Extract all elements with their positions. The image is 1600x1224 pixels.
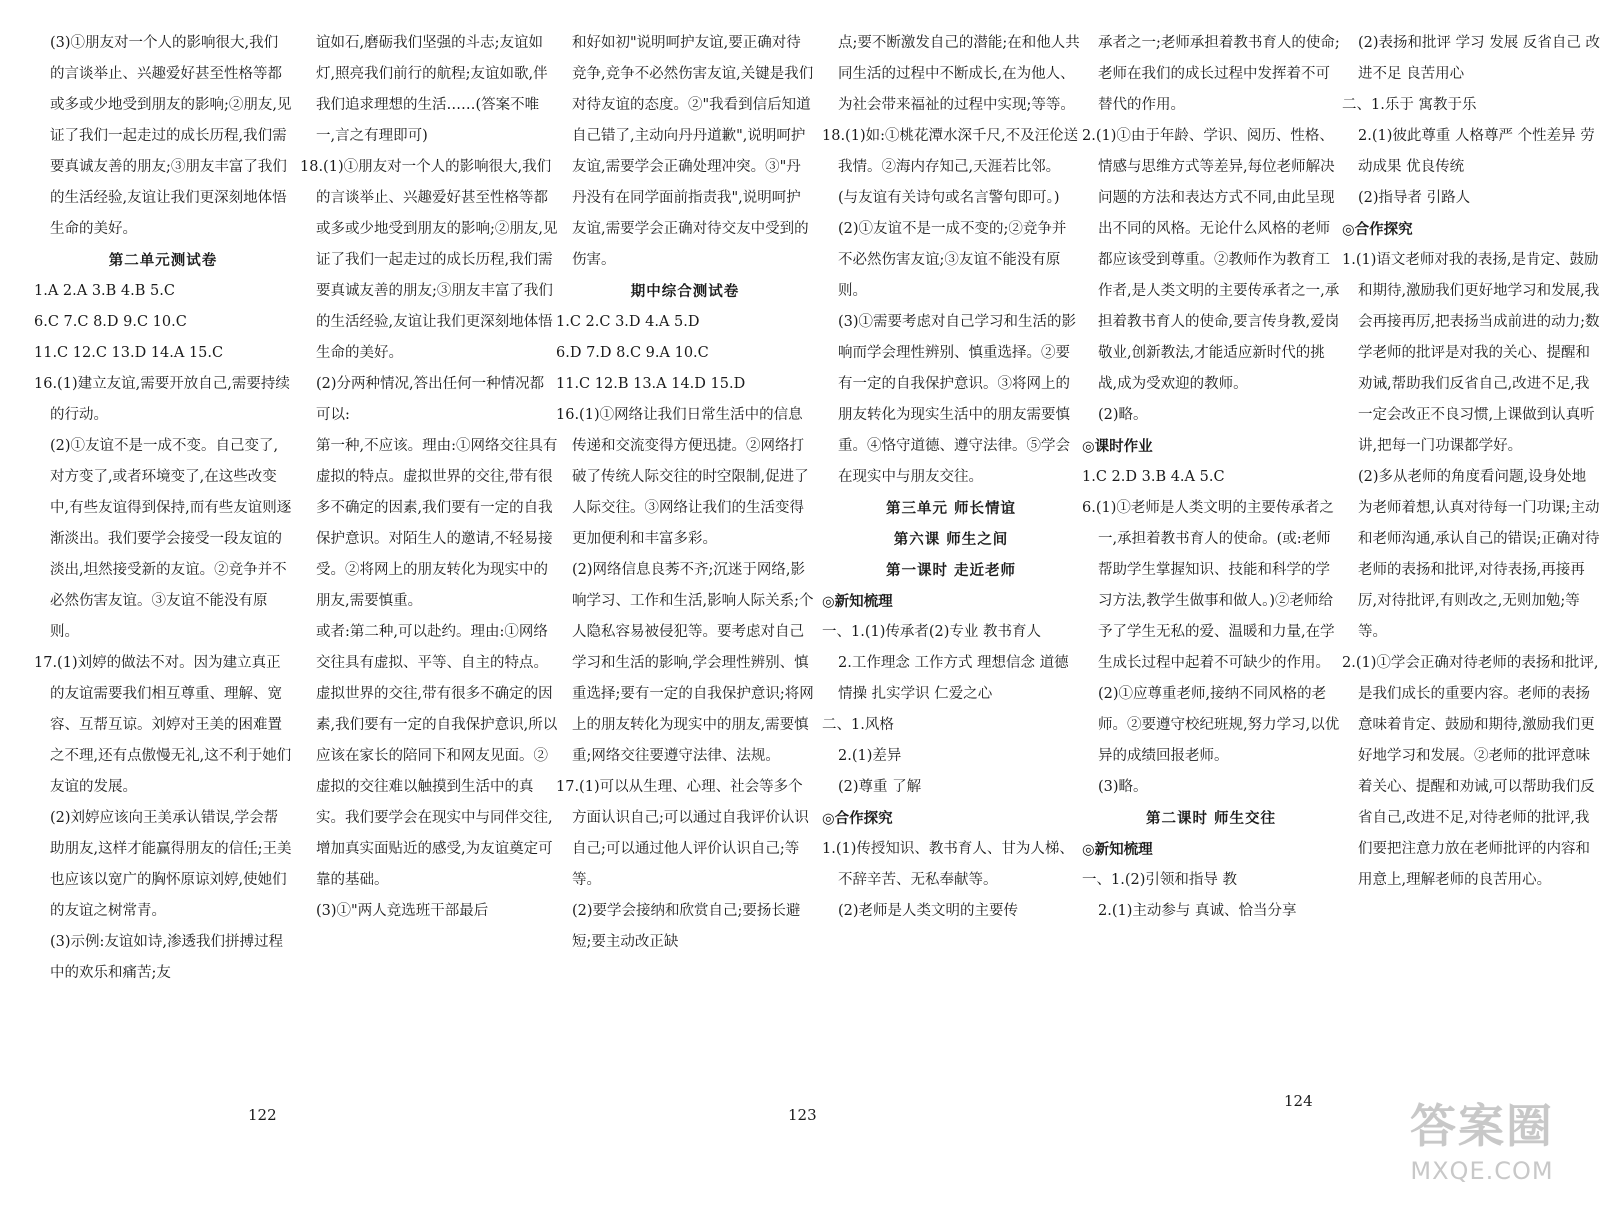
- subsection-label: ◎合作探究: [1342, 221, 1413, 238]
- answer-paragraph: 2.(1)彼此尊重 人格尊严 个性差异 劳动成果 优良传统: [1358, 128, 1595, 175]
- answer-paragraph: (2)要学会接纳和欣赏自己;要扬长避短;要主动改正缺: [572, 903, 801, 950]
- page-number-124: 124: [1284, 1092, 1313, 1110]
- answer-paragraph: 一、1.(1)传承者(2)专业 教书育人: [822, 624, 1042, 640]
- answer-paragraph: 2.(1)差异: [838, 748, 902, 764]
- column-3: [556, 28, 814, 958]
- answer-paragraph: (3)①"两人竞选班干部最后: [316, 903, 489, 919]
- answer-paragraph: 6.D 7.D 8.C 9.A 10.C: [556, 345, 709, 361]
- answer-paragraph: 二、1.风格: [822, 717, 894, 733]
- section-heading: 期中综合测试卷: [630, 283, 740, 300]
- answer-paragraph: 二、1.乐于 寓教于乐: [1342, 97, 1477, 113]
- page-number-123: 123: [788, 1106, 817, 1124]
- answer-paragraph: 第一种,不应该。理由:①网络交往具有虚拟的特点。虚拟世界的交往,带有很多不确定的因素,我们要有一定的自我保护意识。对陌生人的邀请,不轻易接受。②将网上的朋友转化为现实中的朋友,需要慎重。: [316, 438, 558, 609]
- section-heading: 第一课时 走近老师: [885, 562, 1017, 579]
- answer-paragraph: (2)老师是人类文明的主要传: [838, 903, 1019, 919]
- section-heading: 第六课 师生之间: [893, 531, 1009, 548]
- column-1: [34, 28, 292, 989]
- answer-paragraph: (2)指导者 引路人: [1358, 190, 1471, 206]
- answer-paragraph: 16.(1)建立友谊,需要开放自己,需要持续的行动。: [34, 376, 290, 423]
- answer-paragraph: 17.(1)刘婷的做法不对。因为建立真正的友谊需要我们相互尊重、理解、宽容、互帮互谅。刘婷对王美的困难置之不理,还有点傲慢无礼,这不利于她们友谊的发展。: [34, 655, 292, 795]
- answer-paragraph: 1.C 2.C 3.D 4.A 5.D: [556, 314, 700, 330]
- column-5: [1082, 28, 1340, 927]
- answer-paragraph: 1.(1)语文老师对我的表扬,是肯定、鼓励和期待,激励我们更好地学习和发展,我会再接再厉,把表扬当成前进的动力;数学老师的批评是对我的关心、提醒和劝诫,帮助我们反省自己,改进不足,我一定会改正不良习惯,上课做到认真听讲,把每一门功课都学好。: [1342, 252, 1600, 454]
- answer-paragraph: (3)①朋友对一个人的影响很大,我们的言谈举止、兴趣爱好甚至性格等都或多或少地受到朋友的影响;②朋友,见证了我们一起走过的成长历程,我们需要真诚友善的朋友;③朋友丰富了我们的生活经验,友谊让我们更深刻地体悟生命的美好。: [50, 35, 292, 237]
- answer-paragraph: (3)示例:友谊如诗,渗透我们拼搏过程中的欢乐和痛苦;友: [50, 934, 284, 981]
- answer-paragraph: 6.(1)①老师是人类文明的主要传承者之一,承担着教书育人的使命。(或:老师帮助学生掌握知识、技能和科学的学习方法,教学生做事和做人。)②老师给予了学生无私的爱、温暖和力量,在学生成长过程中起着不可缺少的作用。: [1082, 500, 1335, 671]
- watermark-main: 答案圈: [1410, 1099, 1554, 1153]
- answer-paragraph: (2)略。: [1098, 407, 1148, 423]
- answer-paragraph: (3)①需要考虑对自己学习和生活的影响而学会理性辨别、慎重选择。②要有一定的自我保护意识。③将网上的朋友转化为现实生活中的朋友需要慎重。④恪守道德、遵守法律。⑤学会在现实中与朋友交往。: [838, 314, 1077, 485]
- subsection-label: ◎新知梳理: [1082, 841, 1153, 858]
- answer-paragraph: (2)刘婷应该向王美承认错误,学会帮助朋友,这样才能赢得朋友的信任;王美也应该以宽广的胸怀原谅刘婷,使她们的友谊之树常青。: [50, 810, 292, 919]
- answer-paragraph: 或者:第二种,可以赴约。理由:①网络交往具有虚拟、平等、自主的特点。虚拟世界的交往,带有很多不确定的因素,我们要有一定的自我保护意识,所以应该在家长的陪同下和网友见面。②虚拟的交往难以触摸到生活中的真实。我们要学会在现实中与同伴交往,增加真实面贴近的感受,为友谊奠定可靠的基础。: [316, 624, 558, 888]
- answer-paragraph: 11.C 12.C 13.D 14.A 15.C: [34, 345, 224, 361]
- subsection-label: ◎合作探究: [822, 810, 893, 827]
- answer-paragraph: (2)表扬和批评 学习 发展 反省自己 改进不足 良苦用心: [1358, 35, 1600, 82]
- answer-paragraph: 16.(1)①网络让我们日常生活中的信息传递和交流变得方便迅捷。②网络打破了传统人际交往的时空限制,促进了人际交往。③网络让我们的生活变得更加便利和丰富多彩。: [556, 407, 809, 547]
- answer-paragraph: (2)尊重 了解: [838, 779, 922, 795]
- answer-paragraph: 1.C 2.D 3.B 4.A 5.C: [1082, 469, 1225, 485]
- answer-paragraph: 一、1.(2)引领和指导 教: [1082, 872, 1237, 888]
- answer-paragraph: (2)分两种情况,答出任何一种情况都可以:: [316, 376, 545, 423]
- column-4: [822, 28, 1080, 927]
- answer-paragraph: 谊如石,磨砺我们坚强的斗志;友谊如灯,照亮我们前行的航程;友谊如歌,伴我们追求理想的生活……(答案不唯一,言之有理即可): [316, 35, 548, 144]
- answer-paragraph: 17.(1)可以从生理、心理、社会等多个方面认识自己;可以通过自我评价认识自己;可以通过他人评价认识自己;等等。: [556, 779, 809, 888]
- answer-paragraph: (2)①友谊不是一成不变的;②竞争并不必然伤害友谊;③友谊不能没有原则。: [838, 221, 1067, 299]
- answer-paragraph: (2)①友谊不是一成不变。自己变了,对方变了,或者环境变了,在这些改变中,有些友谊得到保持,而有些友谊则逐渐淡出。我们要学会接受一段友谊的淡出,坦然接受新的友谊。②竞争并不必然伤害友谊。③友谊不能没有原则。: [50, 438, 292, 640]
- answer-paragraph: 2.工作理念 工作方式 理想信念 道德情操 扎实学识 仁爱之心: [838, 655, 1069, 702]
- answer-paragraph: 2.(1)①学会正确对待老师的表扬和批评,是我们成长的重要内容。老师的表扬意味着肯定、鼓励和期待,激励我们更好地学习和发展。②老师的批评意味着关心、提醒和劝诫,可以帮助我们反省自己,改进不足,对待老师的批评,我们要把注意力放在老师批评的内容和用意上,理解老师的良苦用心。: [1342, 655, 1599, 888]
- section-heading: 第二单元测试卷: [108, 252, 218, 269]
- subsection-label: ◎新知梳理: [822, 593, 893, 610]
- column-2: [300, 28, 558, 927]
- answer-paragraph: 18.(1)①朋友对一个人的影响很大,我们的言谈举止、兴趣爱好甚至性格等都或多或少地受到朋友的影响;②朋友,见证了我们一起走过的成长历程,我们需要真诚友善的朋友;③朋友丰富了我们的生活经验,友谊让我们更深刻地体悟生命的美好。: [300, 159, 558, 361]
- answer-paragraph: 1.A 2.A 3.B 4.B 5.C: [34, 283, 175, 299]
- watermark-url: MXQE.COM: [1410, 1157, 1554, 1185]
- section-heading: 第二课时 师生交往: [1145, 810, 1277, 827]
- answer-paragraph: (3)略。: [1098, 779, 1148, 795]
- page-number-122: 122: [248, 1106, 277, 1124]
- answer-paragraph: 6.C 7.C 8.D 9.C 10.C: [34, 314, 187, 330]
- subsection-label: ◎课时作业: [1082, 438, 1153, 455]
- answer-paragraph: (2)网络信息良莠不齐;沉迷于网络,影响学习、工作和生活,影响人际关系;个人隐私容易被侵犯等。要考虑对自己学习和生活的影响,学会理性辨别、慎重选择;要有一定的自我保护意识;将网上的朋友转化为现实中的朋友,需要慎重;网络交往要遵守法律、法规。: [572, 562, 814, 764]
- answer-paragraph: (2)①应尊重老师,接纳不同风格的老师。②要遵守校纪班规,努力学习,以优异的成绩回报老师。: [1098, 686, 1340, 764]
- answer-paragraph: 2.(1)主动参与 真诚、恰当分享: [1098, 903, 1297, 919]
- column-6: [1342, 28, 1600, 896]
- answer-paragraph: (2)多从老师的角度看问题,设身处地为老师着想,认真对待每一门功课;主动和老师沟通,承认自己的错误;正确对待老师的表扬和批评,对待表扬,再接再厉,对待批评,有则改之,无则加勉;等等。: [1358, 469, 1600, 640]
- answer-paragraph: 2.(1)①由于年龄、学识、阅历、性格、情感与思维方式等差异,每位老师解决问题的方法和表达方式不同,由此呈现出不同的风格。无论什么风格的老师都应该受到尊重。②教师作为教育工作者,是人类文明的主要传承者之一,承担着教书育人的使命,要言传身教,爱岗敬业,创新教法,才能适应新时代的挑战,成为受欢迎的教师。: [1082, 128, 1340, 392]
- watermark-logo: [1382, 1096, 1582, 1206]
- answer-paragraph: 18.(1)如:①桃花潭水深千尺,不及汪伦送我情。②海内存知己,天涯若比邻。(与友谊有关诗句或名言警句即可。): [822, 128, 1079, 206]
- section-heading: 第三单元 师长情谊: [885, 500, 1017, 517]
- answer-paragraph: 承者之一;老师承担着教书育人的使命;老师在我们的成长过程中发挥着不可替代的作用。: [1098, 35, 1340, 113]
- answer-paragraph: 和好如初"说明呵护友谊,要正确对待竞争,竞争不必然伤害友谊,关键是我们对待友谊的态度。②"我看到信后知道自己错了,主动向丹丹道歉",说明呵护友谊,需要学会正确处理冲突。③"丹丹没有在同学面前指责我",说明呵护友谊,需要学会正确对待交友中受到的伤害。: [572, 35, 814, 268]
- answer-paragraph: 11.C 12.B 13.A 14.D 15.D: [556, 376, 746, 392]
- answer-paragraph: 1.(1)传授知识、教书育人、甘为人梯、不辞辛苦、无私奉献等。: [822, 841, 1074, 888]
- answer-paragraph: 点;要不断激发自己的潜能;在和他人共同生活的过程中不断成长,在为他人、为社会带来福祉的过程中实现;等等。: [838, 35, 1080, 113]
